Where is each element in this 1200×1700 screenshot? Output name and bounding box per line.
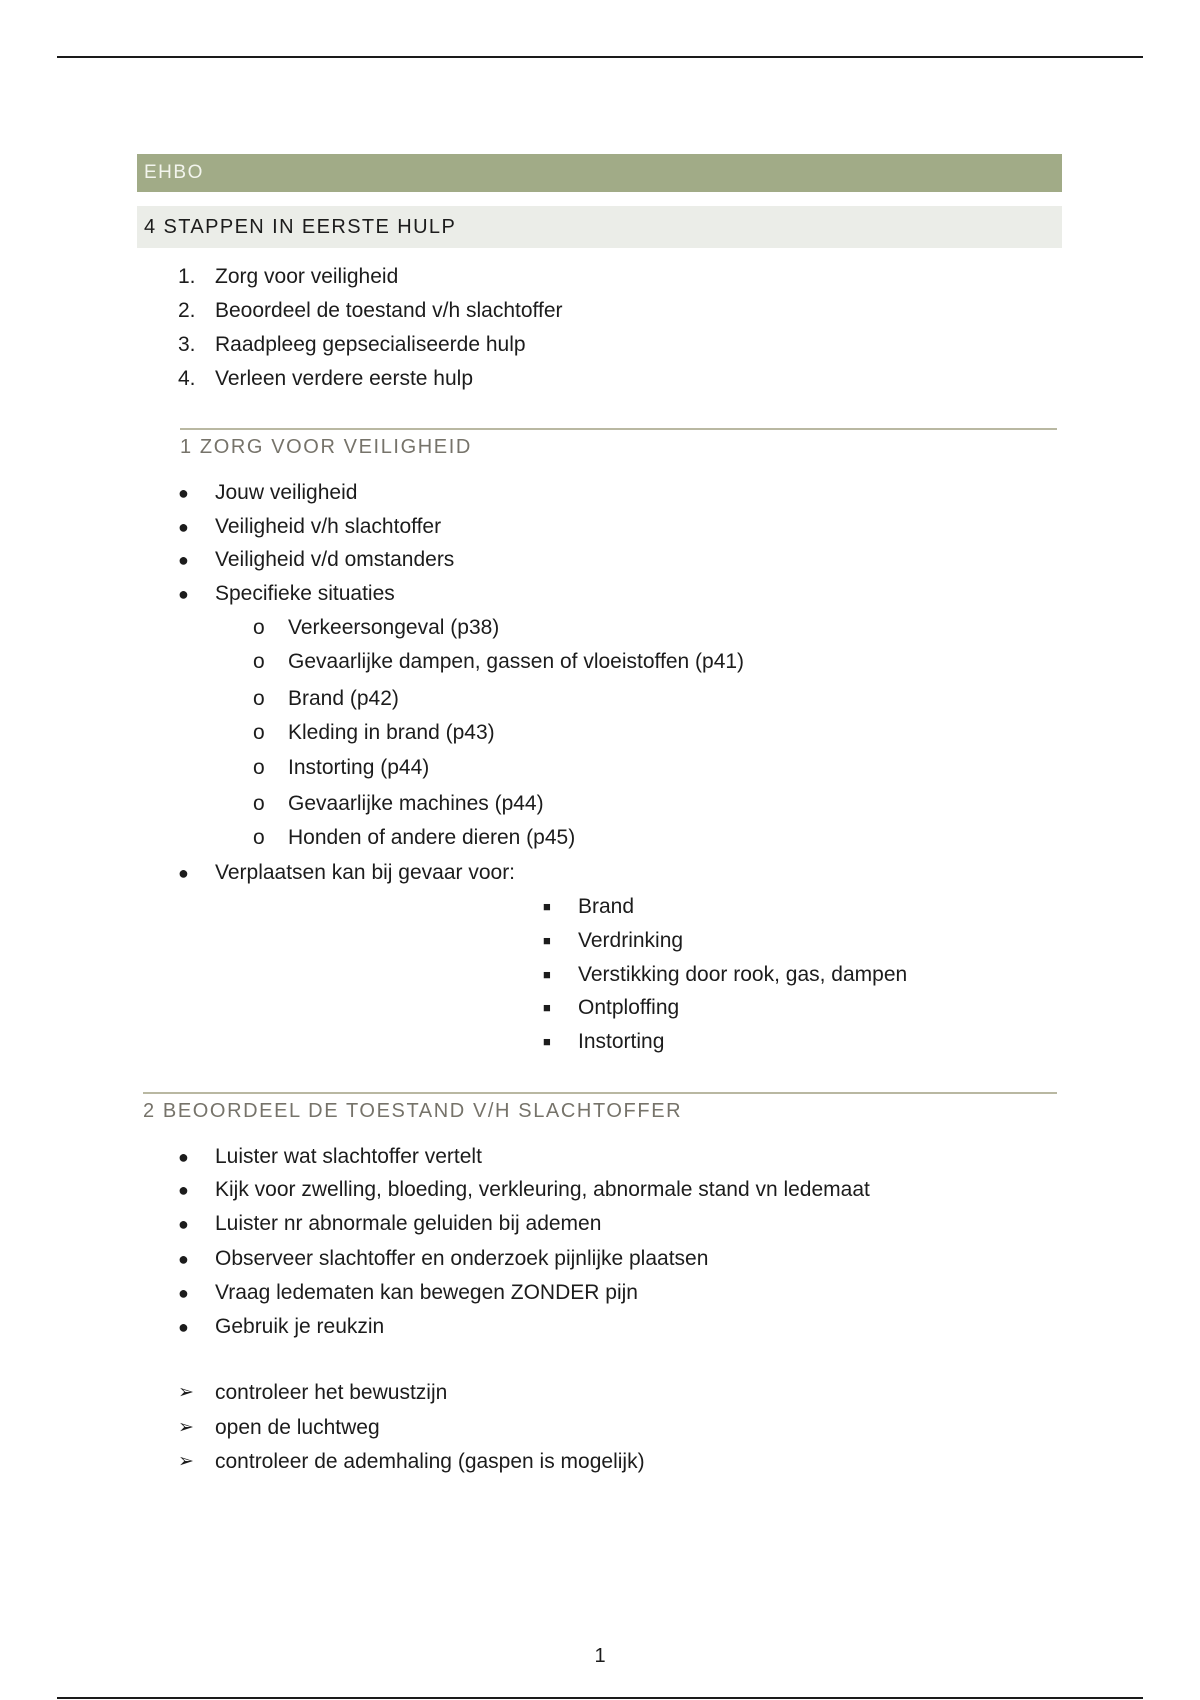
- situation-item: Gevaarlijke dampen, gassen of vloeistoffen (p41): [288, 650, 745, 673]
- danger-item: Verstikking door rook, gas, dampen: [578, 963, 908, 986]
- bullet-icon: ●: [178, 517, 189, 537]
- square-bullet-icon: ■: [543, 933, 551, 948]
- danger-item: Ontploffing: [578, 996, 680, 1019]
- situation-item: Verkeersongeval (p38): [288, 616, 500, 639]
- circle-bullet-icon: o: [253, 616, 265, 639]
- list-item: Veiligheid v/h slachtoffer: [215, 515, 442, 538]
- circle-bullet-icon: o: [253, 687, 265, 710]
- list-item: Veiligheid v/d omstanders: [215, 548, 455, 571]
- square-bullet-icon: ■: [543, 899, 551, 914]
- square-bullet-icon: ■: [543, 967, 551, 982]
- section-divider: [143, 1092, 1057, 1094]
- list-item: Observeer slachtoffer en onderzoek pijnlijke plaatsen: [215, 1247, 709, 1270]
- bullet-icon: ●: [178, 1214, 189, 1234]
- bullet-icon: ●: [178, 1317, 189, 1337]
- bullet-icon: ●: [178, 1249, 189, 1269]
- section-title-beoordeel: 2 BEOORDEEL DE TOESTAND V/H SLACHTOFFER: [143, 1100, 683, 1122]
- list-item: Luister wat slachtoffer vertelt: [215, 1145, 482, 1168]
- heading-ehbo: EHBO: [137, 154, 1062, 192]
- step-item: Zorg voor veiligheid: [215, 265, 399, 288]
- arrow-bullet-icon: ➢: [178, 1451, 194, 1472]
- circle-bullet-icon: o: [253, 650, 265, 673]
- bullet-icon: ●: [178, 1283, 189, 1303]
- page-number: 1: [594, 1645, 606, 1667]
- step-item: Raadpleeg gepsecialiseerde hulp: [215, 333, 526, 356]
- bullet-icon: ●: [178, 863, 189, 883]
- situation-item: Brand (p42): [288, 687, 399, 710]
- situation-item: Honden of andere dieren (p45): [288, 826, 576, 849]
- step-item: Verleen verdere eerste hulp: [215, 367, 473, 390]
- list-item: Verplaatsen kan bij gevaar voor:: [215, 861, 516, 884]
- bullet-icon: ●: [178, 584, 189, 604]
- situation-item: Instorting (p44): [288, 756, 430, 779]
- step-number: 2.: [178, 299, 196, 322]
- bullet-icon: ●: [178, 550, 189, 570]
- bullet-icon: ●: [178, 483, 189, 503]
- list-item: Jouw veiligheid: [215, 481, 358, 504]
- list-item: Luister nr abnormale geluiden bij ademen: [215, 1212, 602, 1235]
- circle-bullet-icon: o: [253, 756, 265, 779]
- circle-bullet-icon: o: [253, 826, 265, 849]
- list-item: Gebruik je reukzin: [215, 1315, 385, 1338]
- list-item: Kijk voor zwelling, bloeding, verkleuring, abnormale stand vn ledemaat: [215, 1178, 870, 1201]
- step-number: 3.: [178, 333, 196, 356]
- circle-bullet-icon: o: [253, 721, 265, 744]
- section-divider: [180, 428, 1057, 430]
- danger-item: Brand: [578, 895, 635, 918]
- list-item: Specifieke situaties: [215, 582, 395, 605]
- circle-bullet-icon: o: [253, 792, 265, 815]
- heading-four-steps: 4 STAPPEN IN EERSTE HULP: [137, 206, 1062, 248]
- bullet-icon: ●: [178, 1147, 189, 1167]
- header-rule: [57, 56, 1143, 58]
- check-item: open de luchtweg: [215, 1416, 380, 1439]
- square-bullet-icon: ■: [543, 1034, 551, 1049]
- situation-item: Gevaarlijke machines (p44): [288, 792, 544, 815]
- step-number: 4.: [178, 367, 196, 390]
- danger-item: Instorting: [578, 1030, 665, 1053]
- danger-item: Verdrinking: [578, 929, 684, 952]
- list-item: Vraag ledematen kan bewegen ZONDER pijn: [215, 1281, 638, 1304]
- check-item: controleer de ademhaling (gaspen is mogelijk): [215, 1450, 645, 1473]
- arrow-bullet-icon: ➢: [178, 1417, 194, 1438]
- square-bullet-icon: ■: [543, 1000, 551, 1015]
- step-number: 1.: [178, 265, 196, 288]
- check-item: controleer het bewustzijn: [215, 1381, 448, 1404]
- situation-item: Kleding in brand (p43): [288, 721, 495, 744]
- step-item: Beoordeel de toestand v/h slachtoffer: [215, 299, 563, 322]
- footer-rule: [57, 1697, 1143, 1699]
- bullet-icon: ●: [178, 1180, 189, 1200]
- section-title-veiligheid: 1 ZORG VOOR VEILIGHEID: [180, 436, 472, 458]
- arrow-bullet-icon: ➢: [178, 1382, 194, 1403]
